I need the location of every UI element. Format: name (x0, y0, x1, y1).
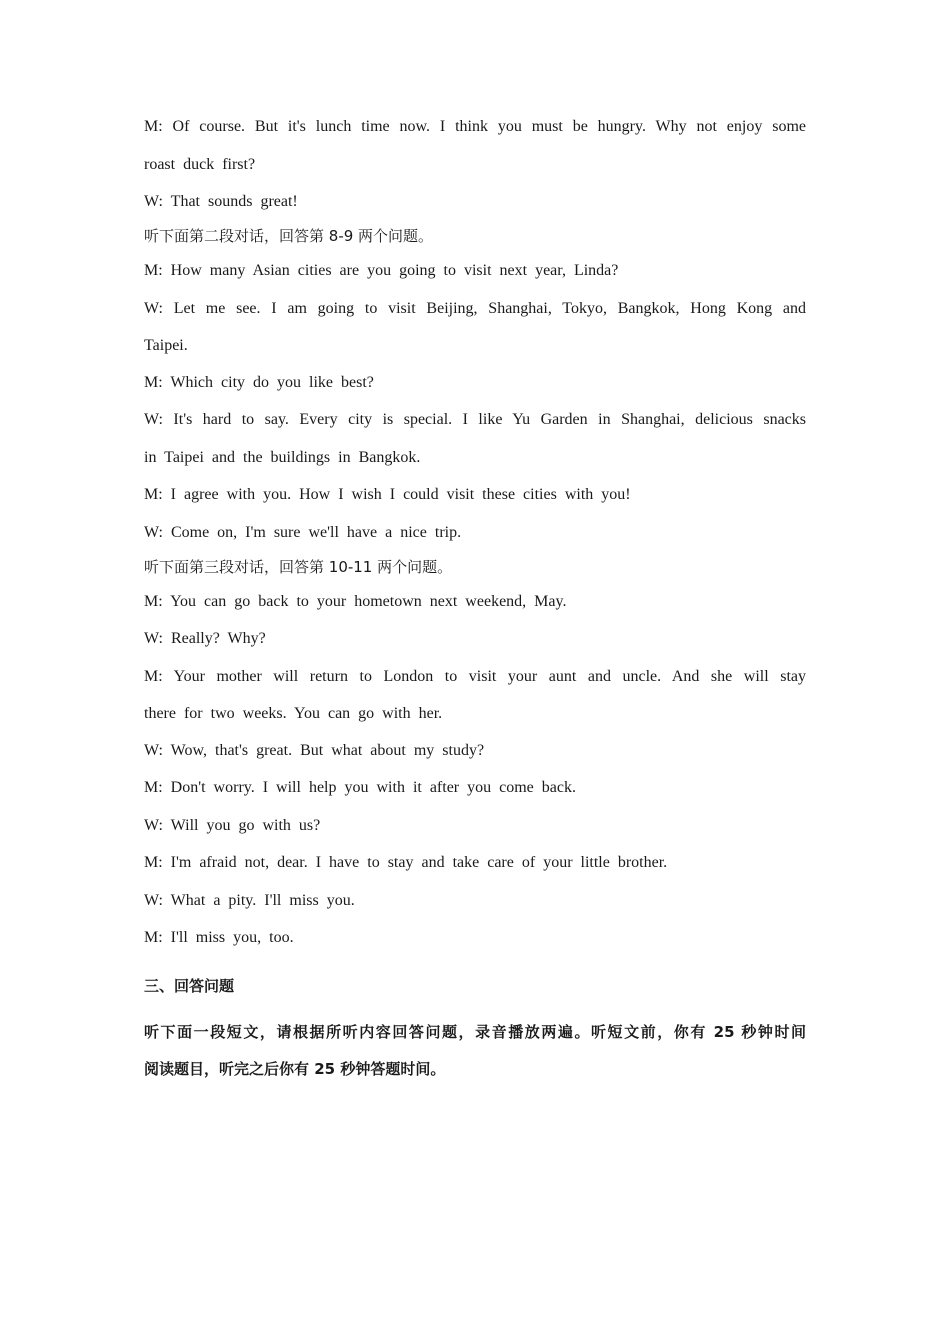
dialogue-line: W: That sounds great! (144, 193, 298, 210)
dialogue-line: M: How many Asian cities are you going to visit next year, Linda? (144, 262, 619, 279)
dialogue-line: M: Don't worry. I will help you with it after you come back. (144, 779, 576, 796)
dialogue-line: M: I agree with you. How I wish I could visit these cities with you! (144, 486, 631, 503)
dialogue-line: M: Your mother will return to London to visit your aunt and uncle. And she will stay (144, 668, 806, 685)
part-title: 三、回答问题 (144, 977, 235, 995)
dialogue-line: M: You can go back to your hometown next weekend, May. (144, 593, 567, 610)
dialogue-line: roast duck first? (144, 156, 256, 173)
dialogue-line: W: Come on, I'm sure we'll have a nice trip. (144, 524, 462, 541)
dialogue-line: W: Will you go with us? (144, 817, 321, 834)
dialogue-line: M: Which city do you like best? (144, 374, 374, 391)
dialogue-line: W: It's hard to say. Every city is special. I like Yu Garden in Shanghai, delicious snacks (144, 411, 806, 428)
section-heading-3: 听下面第三段对话，回答第 10-11 两个问题。 (144, 558, 453, 576)
dialogue-line: M: I'm afraid not, dear. I have to stay and take care of your little brother. (144, 854, 668, 871)
dialogue-line: M: Of course. But it's lunch time now. I think you must be hungry. Why not enjoy some (144, 118, 806, 135)
dialogue-line: W: What a pity. I'll miss you. (144, 892, 355, 909)
dialogue-line: W: Really? Why? (144, 630, 266, 647)
section-heading-2: 听下面第二段对话，回答第 8-9 两个问题。 (144, 227, 434, 245)
dialogue-line: W: Let me see. I am going to visit Beijing, Shanghai, Tokyo, Bangkok, Hong Kong and (144, 300, 806, 317)
dialogue-line: M: I'll miss you, too. (144, 929, 294, 946)
dialogue-line: there for two weeks. You can go with her. (144, 705, 443, 722)
dialogue-line: W: Wow, that's great. But what about my study? (144, 742, 485, 759)
dialogue-line: in Taipei and the buildings in Bangkok. (144, 449, 421, 466)
dialogue-line: Taipei. (144, 337, 188, 354)
instruction-line: 阅读题目，听完之后你有 25 秒钟答题时间。 (144, 1060, 446, 1078)
instruction-line: 听下面一段短文，请根据所听内容回答问题，录音播放两遍。听短文前，你有 25 秒钟时间 (144, 1023, 806, 1041)
